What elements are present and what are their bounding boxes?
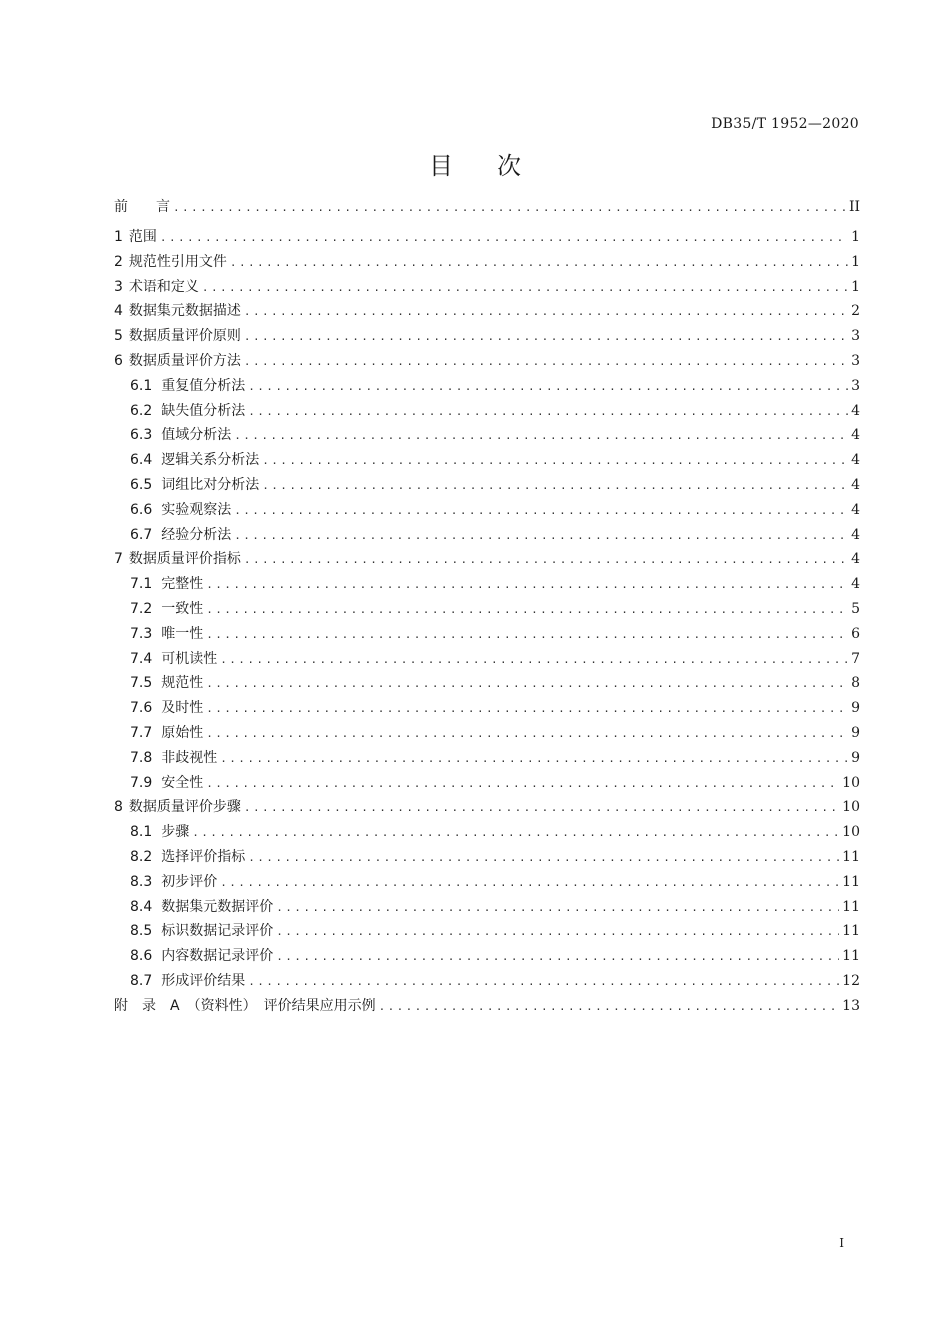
page-title	[0, 146, 950, 181]
toc-entry-page: 10	[842, 824, 860, 841]
toc-entry-label: 原始性	[161, 724, 204, 741]
dot-leader	[206, 777, 839, 790]
toc-entry-page: 3	[851, 377, 860, 394]
toc-entry-number: 6.4	[130, 452, 153, 469]
toc-entry-number: 8.6	[130, 948, 153, 965]
dot-leader	[160, 231, 848, 244]
toc-entry-label: 数据集元数据描述	[128, 303, 241, 320]
toc-entry-page: 1	[851, 253, 860, 270]
toc-entry-number: 6.7	[130, 526, 153, 543]
toc-entry-number: 8.7	[130, 972, 153, 989]
dot-leader	[276, 901, 839, 914]
toc-entry[interactable]	[114, 871, 860, 896]
toc-entry-page: 4	[851, 402, 860, 419]
dot-leader	[379, 1000, 840, 1013]
toc-entry-page: 6	[851, 625, 860, 642]
toc-entry-page: II	[848, 199, 860, 215]
toc-entry-label: 内容数据记录评价	[161, 948, 274, 965]
page-number: I	[839, 1236, 844, 1250]
toc-entry[interactable]	[114, 648, 860, 673]
dot-leader	[262, 479, 848, 492]
toc-entry[interactable]	[114, 796, 860, 821]
toc-entry-number: 7.7	[130, 724, 153, 741]
dot-leader	[220, 653, 848, 666]
toc-entry-label: 词组比对分析法	[161, 476, 260, 493]
toc-entry[interactable]	[114, 846, 860, 871]
toc-entry[interactable]	[114, 350, 860, 375]
toc-entry-label: 一致性	[161, 600, 204, 617]
toc-entry-page: 11	[842, 848, 860, 865]
toc-entry-number: 7.6	[130, 700, 153, 717]
toc-entry[interactable]	[114, 747, 860, 772]
dot-leader	[248, 851, 839, 864]
toc-entry-page: 4	[851, 427, 860, 444]
dot-leader	[206, 603, 848, 616]
dot-leader	[234, 429, 848, 442]
dot-leader	[220, 876, 839, 889]
dot-leader	[244, 553, 848, 566]
toc-entry-label: 范围	[128, 229, 157, 245]
toc-entry-page: 5	[851, 600, 860, 617]
toc-entry[interactable]	[114, 896, 860, 921]
dot-leader	[248, 405, 848, 418]
toc-entry-label: 安全性	[161, 774, 204, 791]
toc-entry[interactable]	[114, 524, 860, 549]
toc-entry-number: 8.4	[130, 898, 153, 915]
toc-entry-label: 值域分析法	[161, 427, 232, 444]
toc-entry-label: 可机读性	[161, 650, 218, 667]
toc-entry-label: 附 录 A （资料性） 评价结果应用示例	[114, 997, 376, 1014]
toc-entry-page: 4	[851, 452, 860, 469]
toc-entry-label: 前 言	[114, 199, 170, 215]
toc-entry[interactable]	[114, 573, 860, 598]
toc-entry[interactable]	[114, 548, 860, 573]
toc-entry-page: 9	[851, 749, 860, 766]
dot-leader	[206, 578, 848, 591]
toc-entry-number: 8	[114, 799, 123, 816]
dot-leader	[202, 281, 848, 294]
toc-entry-page: 4	[851, 526, 860, 543]
toc-entry-number: 7.9	[130, 774, 153, 791]
toc-entry-label: 标识数据记录评价	[161, 923, 274, 940]
toc-entry-label: 初步评价	[161, 873, 218, 890]
dot-leader	[276, 925, 839, 938]
toc-entry-number: 7.4	[130, 650, 153, 667]
toc-entry-number: 7.3	[130, 625, 153, 642]
toc-entry-number: 6.5	[130, 476, 153, 493]
toc-entry-label: 数据质量评价原则	[128, 328, 241, 345]
toc-entry[interactable]	[114, 400, 860, 425]
toc-entry-label: 数据集元数据评价	[161, 898, 274, 915]
title-part-1: 目	[429, 152, 453, 180]
toc-entry-page: 9	[851, 724, 860, 741]
toc-entry-label: 数据质量评价步骤	[128, 799, 241, 816]
toc-entry-label: 逻辑关系分析法	[161, 452, 260, 469]
toc-entry-number: 7	[114, 551, 123, 568]
toc-entry-page: 4	[851, 576, 860, 593]
toc-entry-page: 11	[842, 948, 860, 965]
toc-entry-number: 6.3	[130, 427, 153, 444]
toc-entry[interactable]	[114, 375, 860, 400]
toc-entry-number: 1	[114, 229, 123, 245]
toc-entry-page: 11	[842, 898, 860, 915]
dot-leader	[244, 355, 848, 368]
dot-leader	[244, 305, 848, 318]
toc-entry[interactable]	[114, 325, 860, 350]
dot-leader	[234, 529, 848, 542]
toc-entry-page: 9	[851, 700, 860, 717]
toc-entry-number: 6	[114, 352, 123, 369]
table-of-contents	[114, 196, 860, 1020]
toc-entry[interactable]	[114, 449, 860, 474]
dot-leader	[220, 752, 848, 765]
toc-entry-number: 6.2	[130, 402, 153, 419]
toc-entry-label: 唯一性	[161, 625, 204, 642]
toc-entry[interactable]	[114, 276, 860, 301]
toc-entry-number: 8.5	[130, 923, 153, 940]
toc-entry[interactable]	[114, 970, 860, 995]
toc-entry-number: 7.2	[130, 600, 153, 617]
toc-entry[interactable]	[114, 821, 860, 846]
toc-entry[interactable]	[114, 226, 860, 251]
toc-entry-page: 4	[851, 501, 860, 518]
toc-entry-page: 4	[851, 551, 860, 568]
toc-entry-label: 经验分析法	[161, 526, 232, 543]
dot-leader	[248, 975, 839, 988]
toc-entry-label: 缺失值分析法	[161, 402, 246, 419]
toc-entry-page: 13	[842, 997, 860, 1014]
dot-leader	[206, 628, 848, 641]
toc-entry-label: 实验观察法	[161, 501, 232, 518]
toc-entry-page: 10	[842, 799, 860, 816]
toc-entry[interactable]	[114, 945, 860, 970]
dot-leader	[276, 950, 839, 963]
toc-entry-number: 3	[114, 278, 123, 295]
toc-entry[interactable]	[114, 623, 860, 648]
toc-entry-number: 8.1	[130, 824, 153, 841]
toc-entry-number: 5	[114, 328, 123, 345]
toc-entry-number: 8.3	[130, 873, 153, 890]
toc-entry-page: 1	[851, 229, 860, 245]
toc-entry[interactable]	[114, 300, 860, 325]
toc-entry[interactable]	[114, 424, 860, 449]
toc-entry-number: 4	[114, 303, 123, 320]
document-code: DB35/T 1952—2020	[711, 116, 859, 132]
toc-entry-label: 选择评价指标	[161, 848, 246, 865]
toc-entry-page: 8	[851, 675, 860, 692]
toc-entry-label: 重复值分析法	[161, 377, 246, 394]
toc-entry-page: 7	[851, 650, 860, 667]
dot-leader	[206, 727, 848, 740]
toc-entry-label: 完整性	[161, 576, 204, 593]
toc-entry[interactable]	[114, 598, 860, 623]
dot-leader	[230, 256, 848, 269]
dot-leader	[234, 504, 848, 517]
toc-entry-page: 12	[842, 972, 860, 989]
dot-leader	[206, 677, 848, 690]
dot-leader	[173, 201, 846, 214]
dot-leader	[248, 380, 848, 393]
toc-entry[interactable]	[114, 196, 860, 226]
dot-leader	[262, 454, 848, 467]
toc-entry-number: 8.2	[130, 848, 153, 865]
toc-entry[interactable]	[114, 499, 860, 524]
toc-entry[interactable]	[114, 474, 860, 499]
toc-entry-page: 3	[851, 352, 860, 369]
toc-entry-page: 3	[851, 328, 860, 345]
toc-entry-label: 术语和定义	[128, 278, 199, 295]
toc-entry-label: 步骤	[161, 824, 190, 841]
toc-entry-page: 4	[851, 476, 860, 493]
toc-entry-label: 数据质量评价指标	[128, 551, 241, 568]
toc-entry-page: 11	[842, 923, 860, 940]
toc-entry[interactable]	[114, 772, 860, 797]
toc-entry-number: 6.1	[130, 377, 153, 394]
toc-entry-page: 11	[842, 873, 860, 890]
toc-entry[interactable]	[114, 251, 860, 276]
toc-entry[interactable]	[114, 995, 860, 1020]
toc-entry[interactable]	[114, 697, 860, 722]
toc-entry-number: 7.5	[130, 675, 153, 692]
dot-leader	[244, 801, 839, 814]
toc-entry-label: 非歧视性	[161, 749, 218, 766]
dot-leader	[206, 702, 848, 715]
toc-entry-label: 形成评价结果	[161, 972, 246, 989]
toc-entry[interactable]	[114, 672, 860, 697]
toc-entry-number: 7.1	[130, 576, 153, 593]
toc-entry-number: 7.8	[130, 749, 153, 766]
toc-entry[interactable]	[114, 920, 860, 945]
toc-entry-label: 数据质量评价方法	[128, 352, 241, 369]
toc-entry-number: 2	[114, 253, 123, 270]
toc-entry-label: 及时性	[161, 700, 204, 717]
toc-entry-page: 2	[851, 303, 860, 320]
toc-entry[interactable]	[114, 722, 860, 747]
dot-leader	[192, 826, 839, 839]
toc-entry-page: 10	[842, 774, 860, 791]
toc-entry-label: 规范性	[161, 675, 204, 692]
toc-entry-label: 规范性引用文件	[128, 253, 227, 270]
toc-entry-page: 1	[851, 278, 860, 295]
dot-leader	[244, 330, 848, 343]
toc-entry-number: 6.6	[130, 501, 153, 518]
title-part-2: 次	[497, 152, 521, 180]
